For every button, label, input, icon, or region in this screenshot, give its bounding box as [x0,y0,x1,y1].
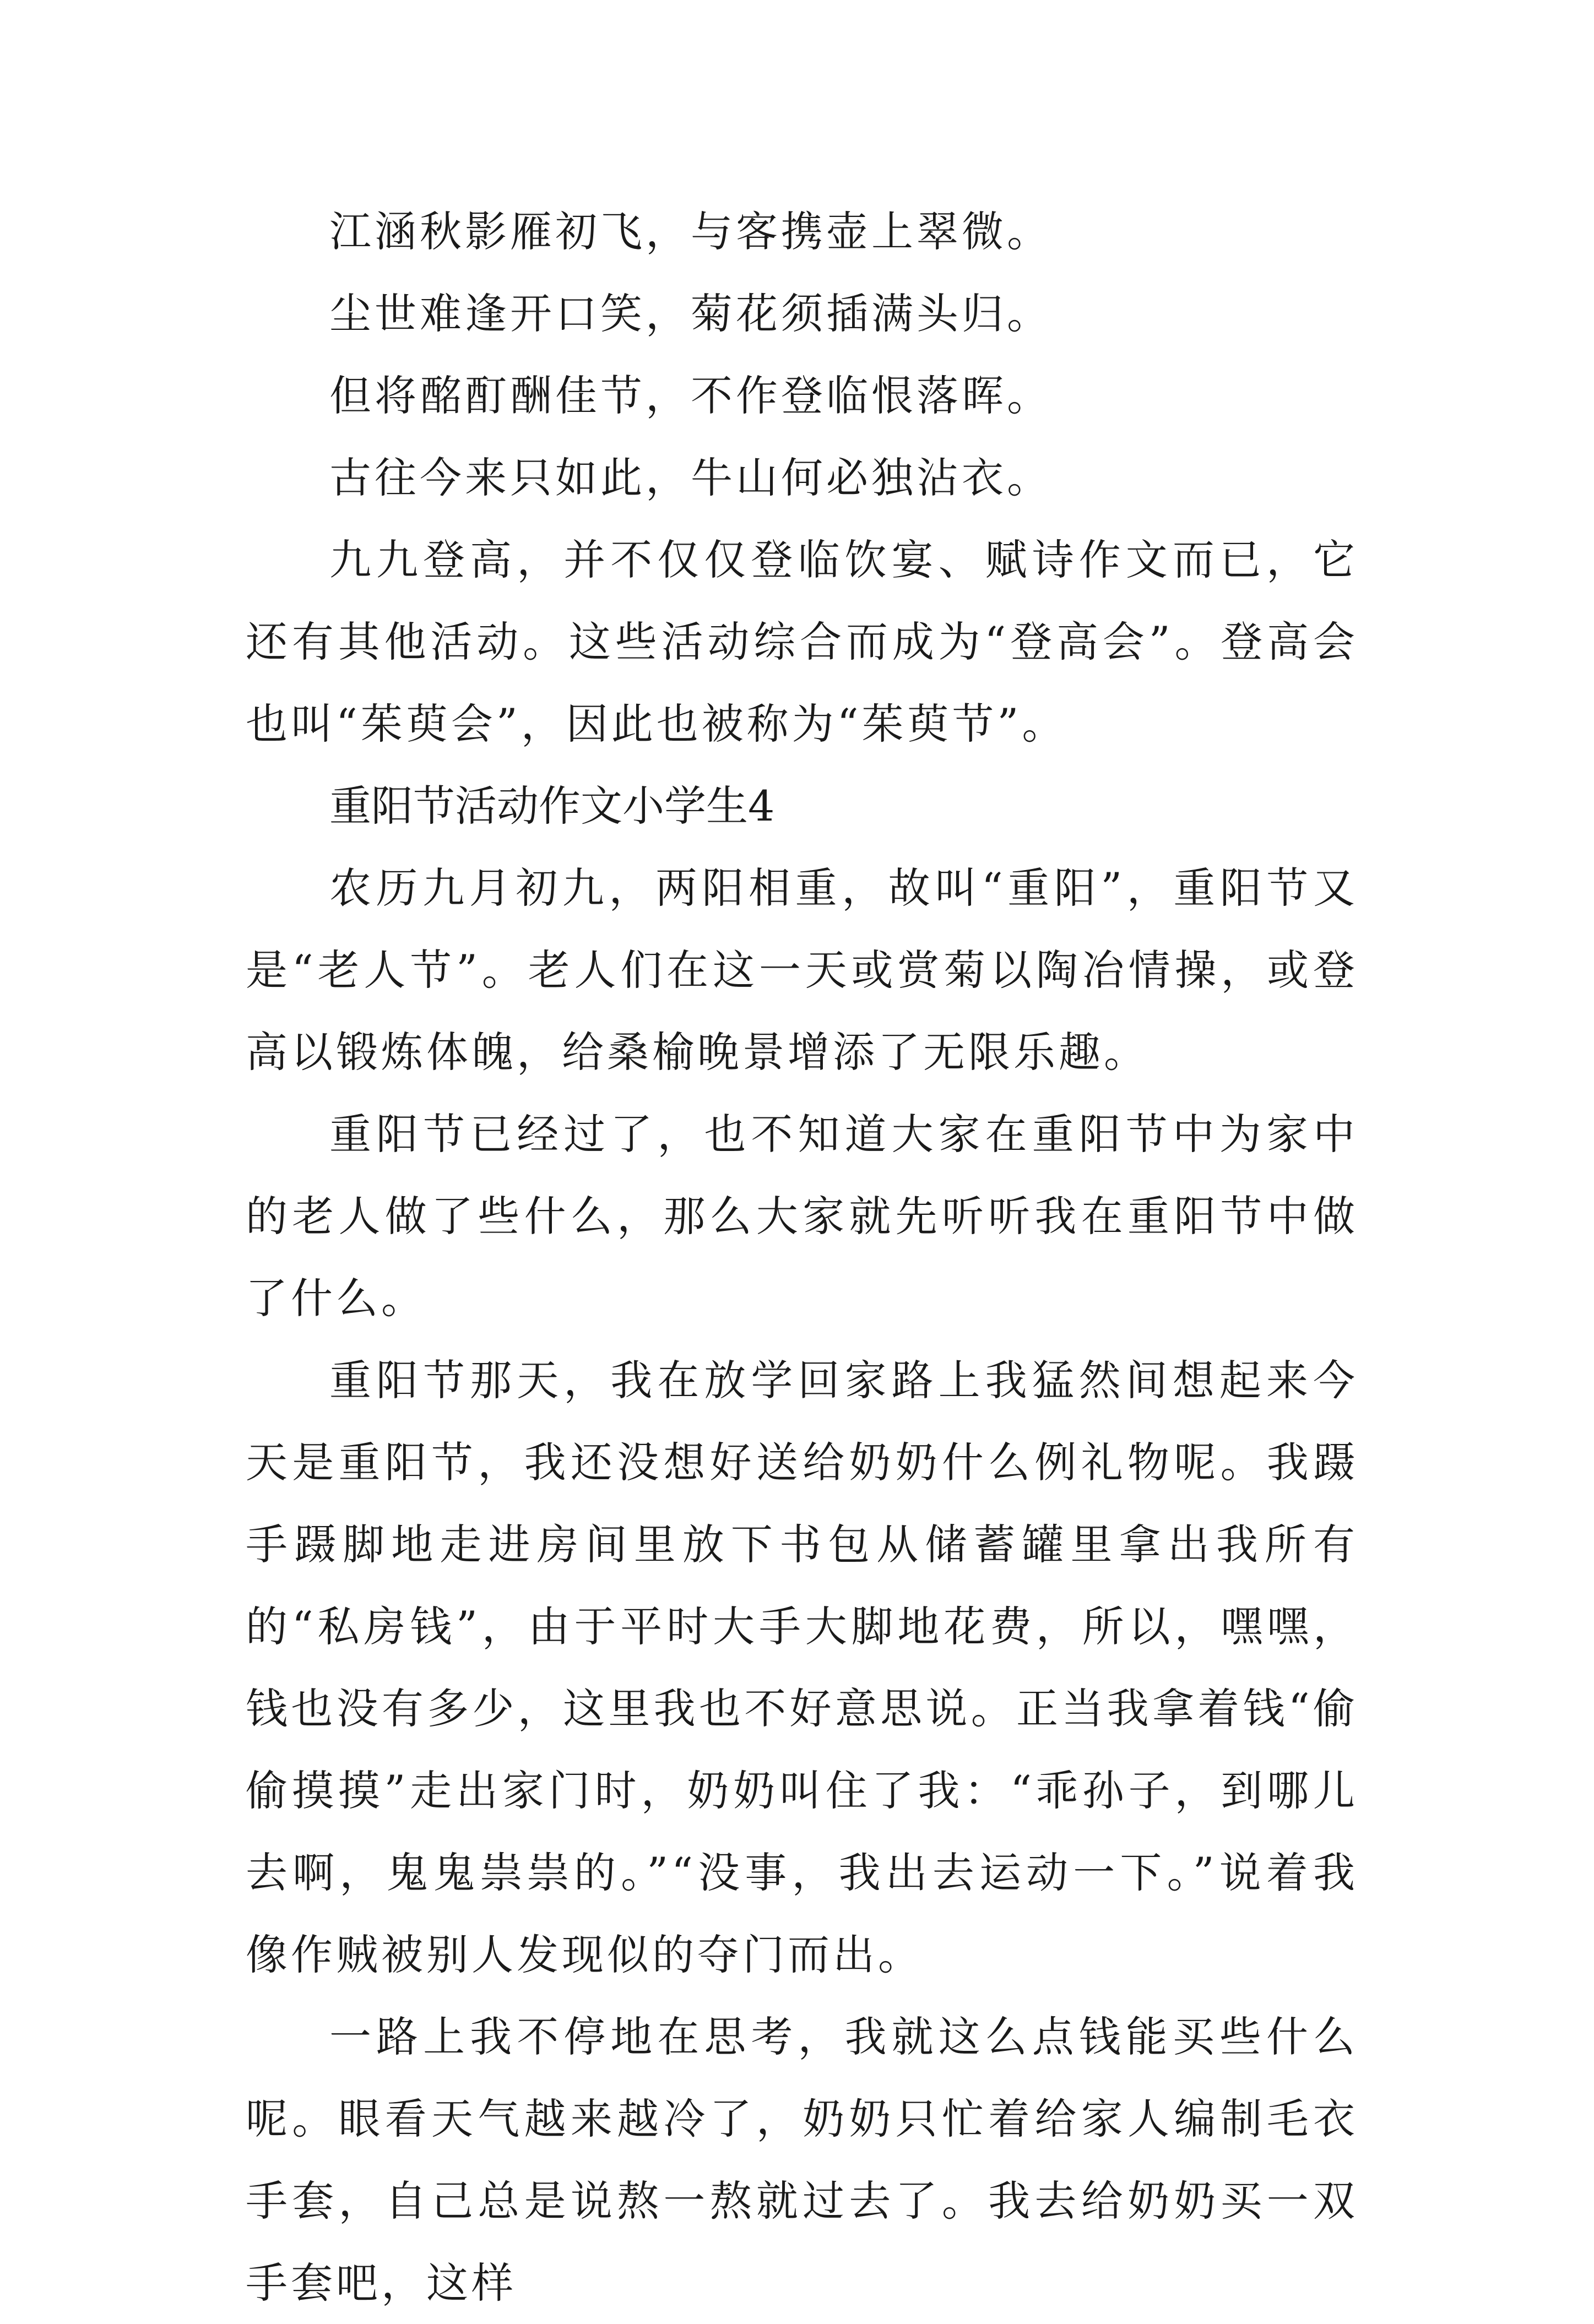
section-heading: 重阳节活动作文小学生4 [329,781,775,830]
poem-line-2: 尘世难逢开口笑，菊花须插满头归。 [329,289,1052,338]
paragraph-dengao: 九九登高，并不仅仅登临饮宴、赋诗作文而已，它还有其他活动。这些活动综合而成为“登高会”。登高会也叫“茱萸会”，因此也被称为“茱萸节”。 [246,535,1358,748]
poem-line-3: 但将酩酊酬佳节，不作登临恨落晖。 [329,371,1052,420]
paragraph-intro: 农历九月初九，两阳相重，故叫“重阳”，重阳节又是“老人节”。老人们在这一天或赏菊以陶冶情操，或登高以锻炼体魄，给桑榆晚景增添了无限乐趣。 [246,864,1358,1077]
body-text [246,191,1358,2324]
paragraph-thinking: 一路上我不停地在思考，我就这么点钱能买些什么呢。眼看天气越来越冷了，奶奶只忙着给家人编制毛衣手套，自己总是说熬一熬就过去了。我去给奶奶买一双手套吧，这样 [246,2012,1358,2307]
paragraph-past: 重阳节已经过了，也不知道大家在重阳节中为家中的老人做了些什么，那么大家就先听听我在重阳节中做了什么。 [246,1110,1358,1323]
poem-line-4: 古往今来只如此，牛山何必独沾衣。 [329,453,1052,502]
paragraph-story: 重阳节那天，我在放学回家路上我猛然间想起来今天是重阳节，我还没想好送给奶奶什么例礼物呢。我蹑手蹑脚地走进房间里放下书包从储蓄罐里拿出我所有的“私房钱”，由于平时大手大脚地花费，所以，嘿嘿，钱也没有多少，这里我也不好意思说。正当我拿着钱“偷偷摸摸”走出家门时，奶奶叫住了我：“乖孙子，到哪儿去啊，鬼鬼祟祟的。”“没事，我出去运动一下。”说着我像作贼被别人发现似的夺门而出。 [246,1356,1358,1979]
poem-line-1: 江涵秋影雁初飞，与客携壶上翠微。 [329,207,1052,256]
